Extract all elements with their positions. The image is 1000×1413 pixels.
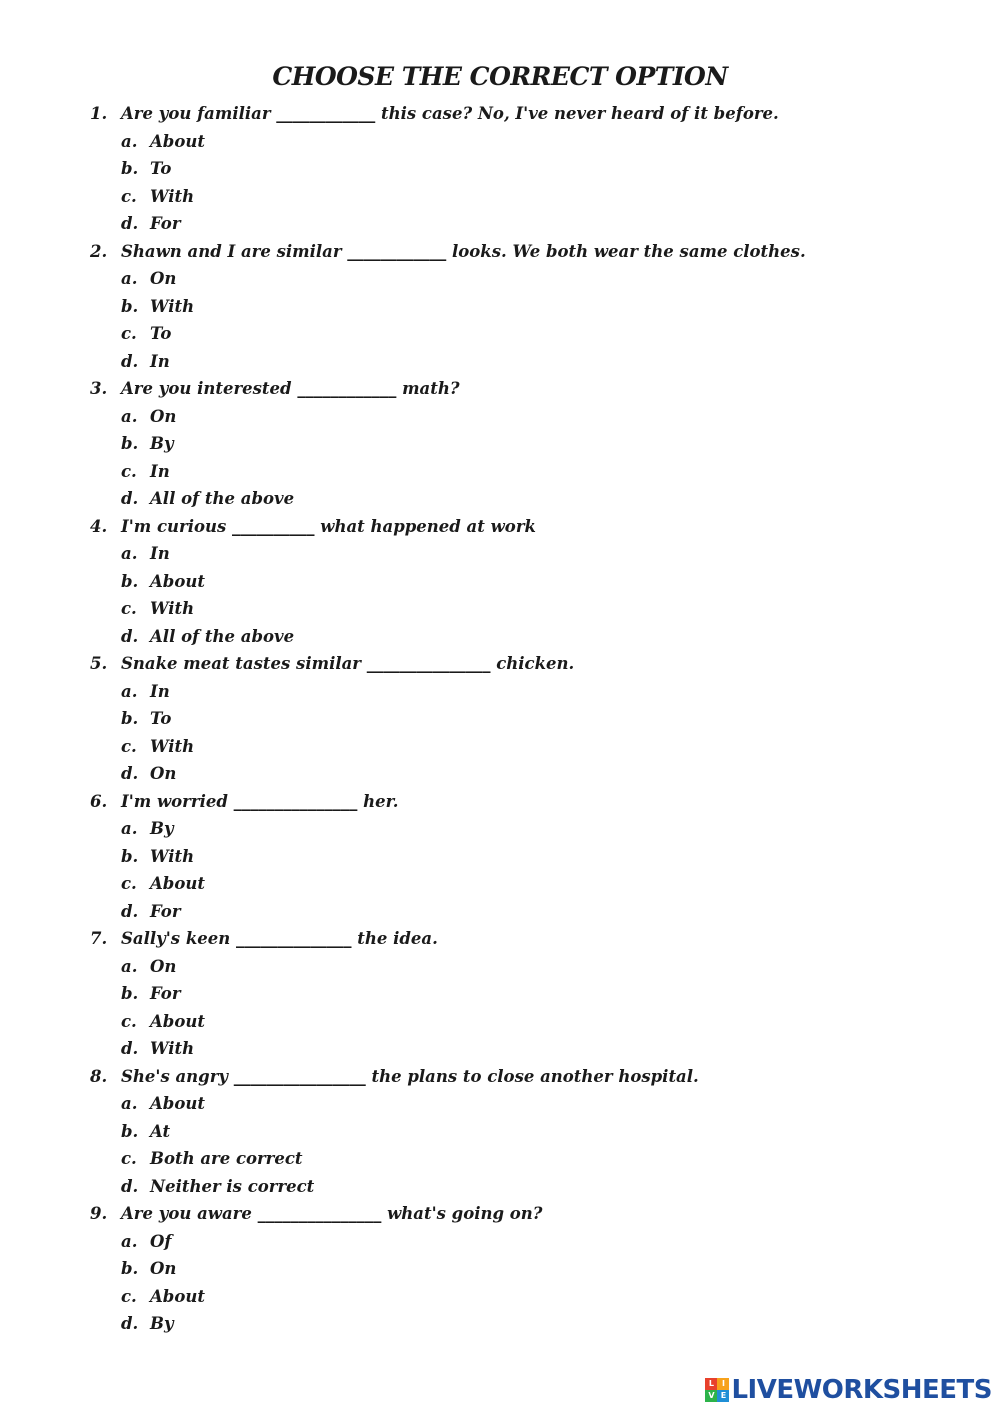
option-text: About (150, 1094, 205, 1113)
option-letter: a. (121, 1231, 138, 1251)
question-line (90, 650, 950, 678)
brand-name: LIVEWORKSHEETS (731, 1375, 992, 1405)
option-text: About (150, 874, 205, 893)
option-text: On (150, 269, 177, 288)
option-letter: b. (121, 571, 139, 591)
option-text: To (150, 159, 172, 178)
option-text: To (150, 324, 172, 343)
option-text: About (150, 1011, 205, 1031)
option-text: On (150, 956, 177, 976)
option-letter: b. (121, 1259, 139, 1278)
option-c[interactable] (90, 458, 950, 486)
option-text: On (150, 1259, 177, 1278)
question-8 (90, 1063, 950, 1201)
option-d[interactable] (90, 1310, 950, 1338)
question-number: 1. (90, 104, 108, 123)
question-line (90, 238, 950, 266)
option-text: By (150, 434, 174, 453)
option-letter: a. (121, 819, 138, 838)
option-a[interactable] (90, 540, 950, 568)
option-letter: a. (121, 269, 138, 288)
option-letter: a. (121, 956, 138, 976)
option-letter: a. (121, 131, 138, 151)
option-text: On (150, 406, 177, 426)
logo-letter-l: L (705, 1378, 717, 1390)
option-letter: b. (121, 709, 139, 728)
question-number: 2. (90, 241, 108, 261)
option-text: All of the above (150, 489, 295, 508)
option-c[interactable] (90, 1145, 950, 1173)
question-line (90, 513, 950, 541)
option-c[interactable] (90, 1283, 950, 1311)
option-c[interactable] (90, 1008, 950, 1036)
question-6 (90, 788, 950, 926)
option-text: With (150, 296, 195, 316)
liveworksheets-logo-icon (705, 1378, 729, 1402)
option-b[interactable] (90, 1255, 950, 1283)
option-text: With (150, 186, 195, 206)
logo-letter-e: E (717, 1390, 729, 1402)
question-text: Snake meat tastes similar _______________ chicken. (121, 654, 575, 673)
question-number: 3. (90, 379, 108, 398)
option-text: In (150, 461, 170, 481)
option-text: For (150, 901, 181, 921)
option-b[interactable] (90, 843, 950, 871)
option-letter: a. (121, 544, 138, 563)
option-a[interactable] (90, 815, 950, 843)
question-3 (90, 375, 950, 513)
logo-letter-i: I (717, 1378, 729, 1390)
logo-letter-v: V (705, 1390, 717, 1402)
option-letter: c. (121, 186, 137, 206)
option-text: Neither is correct (150, 1176, 315, 1196)
question-text: I'm curious __________ what happened at work (121, 516, 536, 536)
option-text: With (150, 599, 195, 618)
question-number: 6. (90, 791, 108, 811)
option-b[interactable] (90, 980, 950, 1008)
option-letter: b. (121, 846, 139, 866)
option-text: With (150, 1039, 195, 1058)
option-c[interactable] (90, 320, 950, 348)
question-1 (90, 100, 950, 238)
option-letter: c. (121, 324, 137, 343)
option-letter: d. (121, 901, 139, 921)
option-a[interactable] (90, 678, 950, 706)
question-text: I'm worried _______________ her. (121, 791, 399, 811)
option-d[interactable] (90, 898, 950, 926)
option-letter: b. (121, 159, 139, 178)
option-letter: d. (121, 1039, 139, 1058)
option-text: Of (150, 1231, 172, 1251)
option-c[interactable] (90, 595, 950, 623)
option-letter: c. (121, 599, 137, 618)
option-letter: a. (121, 406, 138, 426)
option-letter: c. (121, 874, 137, 893)
option-letter: d. (121, 764, 139, 783)
option-b[interactable] (90, 705, 950, 733)
option-letter: b. (121, 434, 139, 453)
option-d[interactable] (90, 623, 950, 651)
question-line (90, 375, 950, 403)
question-number: 5. (90, 654, 108, 673)
option-letter: b. (121, 1121, 139, 1141)
option-letter: c. (121, 461, 137, 481)
option-d[interactable] (90, 348, 950, 376)
question-5 (90, 650, 950, 788)
option-text: For (150, 984, 181, 1003)
option-letter: d. (121, 1176, 139, 1196)
question-text: Are you aware _______________ what's going on? (121, 1204, 543, 1223)
option-text: All of the above (150, 626, 295, 646)
option-letter: d. (121, 626, 139, 646)
question-number: 9. (90, 1204, 108, 1223)
option-text: By (150, 1314, 174, 1333)
option-d[interactable] (90, 760, 950, 788)
option-d[interactable] (90, 1173, 950, 1201)
option-text: In (150, 544, 170, 563)
option-b[interactable] (90, 155, 950, 183)
option-a[interactable] (90, 1090, 950, 1118)
question-number: 7. (90, 929, 108, 948)
option-text: With (150, 846, 195, 866)
option-c[interactable] (90, 733, 950, 761)
option-d[interactable] (90, 1035, 950, 1063)
option-b[interactable] (90, 430, 950, 458)
option-text: Both are correct (150, 1149, 303, 1168)
question-text: She's angry ________________ the plans to close another hospital. (121, 1066, 699, 1086)
option-a[interactable] (90, 128, 950, 156)
option-a[interactable] (90, 403, 950, 431)
question-text: Are you familiar ____________ this case? No, I've never heard of it before. (121, 104, 779, 123)
option-letter: c. (121, 1286, 137, 1306)
option-c[interactable] (90, 870, 950, 898)
option-text: For (150, 214, 181, 233)
option-text: By (150, 819, 174, 838)
option-text: To (150, 709, 172, 728)
question-2 (90, 238, 950, 376)
option-letter: d. (121, 1314, 139, 1333)
question-9 (90, 1200, 950, 1338)
option-text: In (150, 681, 170, 701)
option-letter: d. (121, 351, 139, 371)
option-letter: d. (121, 489, 139, 508)
option-text: On (150, 764, 177, 783)
question-text: Are you interested ____________ math? (121, 379, 460, 398)
option-letter: b. (121, 984, 139, 1003)
option-letter: a. (121, 681, 138, 701)
option-b[interactable] (90, 568, 950, 596)
option-a[interactable] (90, 265, 950, 293)
option-text: At (150, 1121, 171, 1141)
question-line (90, 788, 950, 816)
option-letter: a. (121, 1094, 138, 1113)
option-text: About (150, 571, 205, 591)
option-letter: b. (121, 296, 139, 316)
option-b[interactable] (90, 293, 950, 321)
option-b[interactable] (90, 1118, 950, 1146)
option-text: In (150, 351, 170, 371)
question-line (90, 1063, 950, 1091)
option-letter: d. (121, 214, 139, 233)
question-number: 4. (90, 516, 108, 536)
question-line (90, 925, 950, 953)
option-d[interactable] (90, 485, 950, 513)
option-letter: c. (121, 1149, 137, 1168)
option-a[interactable] (90, 1228, 950, 1256)
question-line (90, 100, 950, 128)
option-letter: c. (121, 736, 137, 756)
option-text: About (150, 131, 205, 151)
liveworksheets-brand[interactable] (705, 1375, 992, 1405)
question-7 (90, 925, 950, 1063)
option-text: About (150, 1286, 205, 1306)
question-number: 8. (90, 1066, 108, 1086)
question-list (90, 100, 950, 1338)
option-c[interactable] (90, 183, 950, 211)
worksheet-title: CHOOSE THE CORRECT OPTION (272, 62, 728, 91)
option-a[interactable] (90, 953, 950, 981)
question-text: Shawn and I are similar ____________ looks. We both wear the same clothes. (121, 241, 806, 261)
option-text: With (150, 736, 195, 756)
question-line (90, 1200, 950, 1228)
question-4 (90, 513, 950, 651)
question-text: Sally's keen ______________ the idea. (121, 929, 438, 948)
option-letter: c. (121, 1011, 137, 1031)
option-d[interactable] (90, 210, 950, 238)
